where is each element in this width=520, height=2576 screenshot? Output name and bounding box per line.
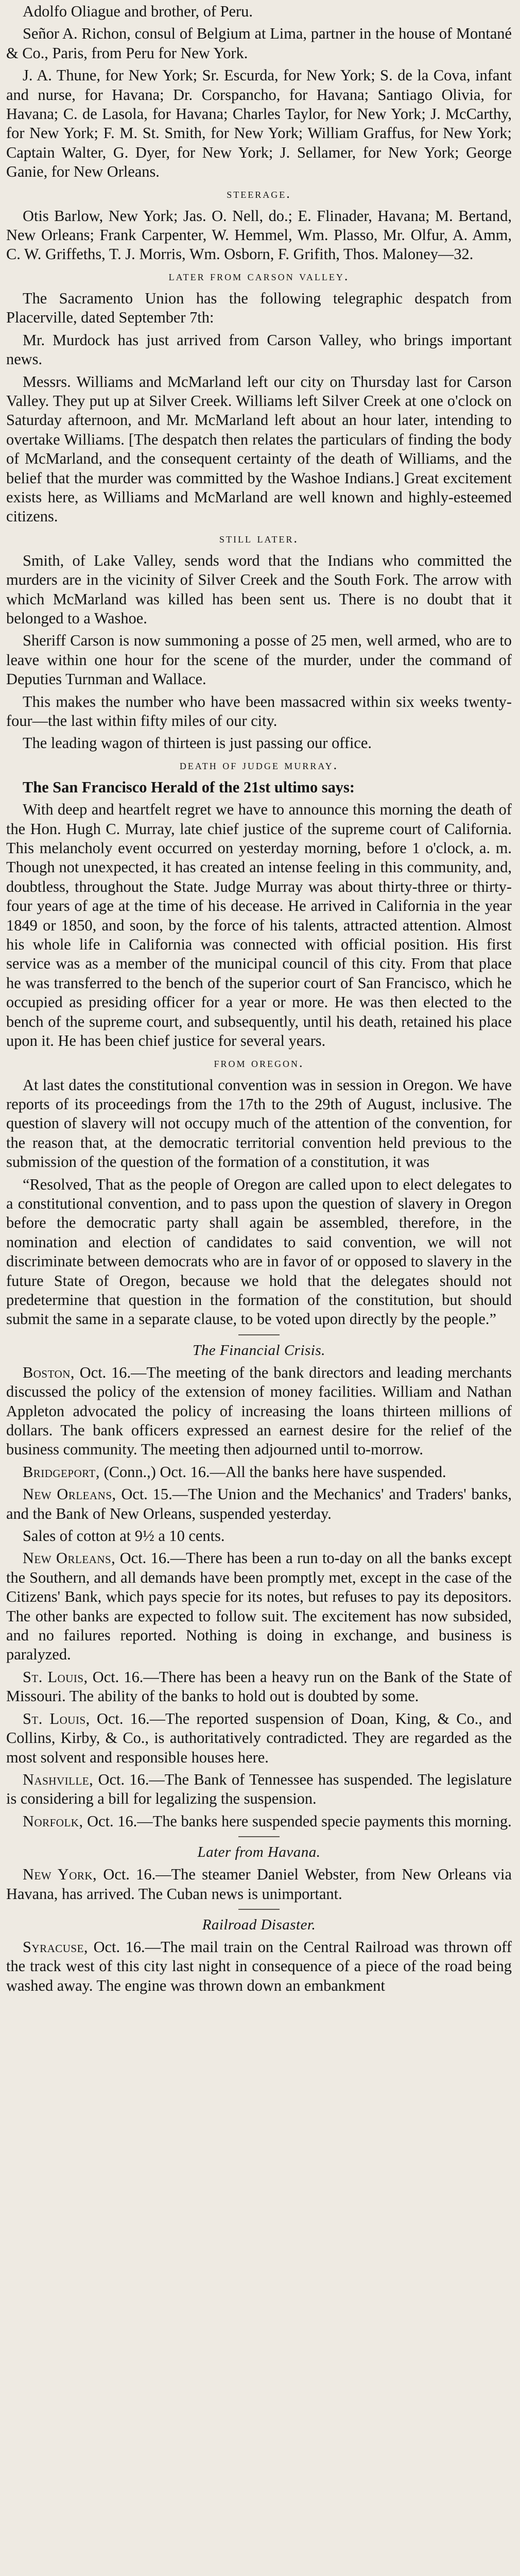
dispatch-paragraph: [6, 1938, 512, 1995]
article-paragraph: Mr. Murdock has just arrived from Carson Valley, who brings important news.: [6, 331, 512, 368]
passenger-line: Señor A. Richon, consul of Belgium at Lima, partner in the house of Montané & Co., Paris, from Peru for New York.: [6, 25, 512, 62]
passenger-line: J. A. Thune, for New York; Sr. Escurda, for New York; S. de la Cova, infant and nurse, for Havana; Dr. Corspancho, for Havana; Santiago Olivia, for Havana; C. de Lasola, for Havana; Charles Taylor, for New York; J. McCarthy, for New York; F. M. St. Smith, for New York; William Graffus, for New York; Captain Walter, G. Dyer, for New York; J. Sellamer, for New York; George Ganie, for New Orleans.: [6, 66, 512, 181]
dispatch-paragraph: [6, 1770, 512, 1809]
article-paragraph: With deep and heartfelt regret we have to announce this morning the death of the Hon. Hugh C. Murray, late chief justice of the supreme court of California. This melancholy event occurred on yesterday morning, before 1 o'clock, a. m. Though not unexpected, it has created an intense feeling in this community, and, doubtless, throughout the State. Judge Murray was about thirty-three or thirty-four years of age at the time of his decease. He arrived in California in the year 1849 or 1850, and soon, by the force of his talents, attracted attention. Almost his whole life in California was connected with official position. His first service was as a member of the municipal council of this city. From that place he was transferred to the bench of the superior court of San Francisco, which he occupied as presiding officer for a year or more. He was then elected to the bench of the supreme court, and subsequently, until his death, retained his place upon it. He has been chief justice for several years.: [6, 801, 512, 1050]
dispatch-text: Oct. 16.—There has been a heavy run on the Bank of the State of Missouri. The ability of the banks to hold out is doubted by some.: [6, 1668, 512, 1705]
dateline: New Orleans,: [23, 1485, 116, 1503]
article-paragraph: At last dates the constitutional convention was in session in Oregon. We have reports of its proceedings from the 17th to the 29th of August, inclusive. The question of slavery will not occupy much of the attention of the convention, for the reason that, at the democratic territorial convention held previous to the submission of the question of the formation of a constitution, it was: [6, 1076, 512, 1171]
still-later-heading: still later.: [219, 530, 299, 546]
oregon-heading: from oregon.: [214, 1055, 304, 1070]
steerage-list: Otis Barlow, New York; Jas. O. Nell, do.; E. Flinader, Havana; M. Bertand, New Orleans; Frank Carpenter, W. Hemmel, Wm. Plasso, Mr. Olfur, A. Amm, C. W. Griffeths, T. J. Morris, Wm. Osborn, F. Grifith, Thos. Maloney—32.: [6, 207, 512, 263]
dateline: Syracuse,: [23, 1938, 89, 1956]
article-paragraph: The Sacramento Union has the following telegraphic despatch from Placerville, dated September 7th:: [6, 289, 512, 327]
dateline: Bridgeport,: [23, 1463, 100, 1481]
article-paragraph: This makes the number who have been massacred within six weeks twenty-four—the last within fifty miles of our city.: [6, 692, 512, 730]
dispatch-paragraph: [6, 1709, 512, 1767]
article-paragraph: Messrs. Williams and McMarland left our city on Thursday last for Carson Valley. They put up at Silver Creek. Williams left Silver Creek at one o'clock on Saturday afternoon, and Mr. McMarland left about an hour later, intending to overtake Williams. [The despatch then relates the particulars of finding the body of McMarland, and the consequent certainty of the death of Williams, and the belief that the murder was committed by the Washoe Indians.] Great excitement exists here, as Williams and McMarland are well known and highly-esteemed citizens.: [6, 372, 512, 526]
article-paragraph: Sheriff Carson is now summoning a posse of 25 men, well armed, who are to leave within one hour for the scene of the murder, under the command of Deputies Turnman and Wallace.: [6, 632, 512, 688]
steerage-heading: steerage.: [227, 185, 291, 201]
section-divider: [238, 1334, 280, 1335]
dateline: New York,: [23, 1866, 97, 1884]
dispatch-text: Oct. 16.—There has been a run to-day on all the banks except the Southern, and all demands have been promptly met, except in the case of the Citizens' Bank, which pays specie for its notes, but refuses to pay its depositors. The other banks are expected to follow suit. The excitement has now subsided, and no failures reported. Nothing is doing in exchange, and business is paralyzed.: [6, 1549, 512, 1664]
judge-murray-heading: death of judge murray.: [179, 757, 339, 772]
dispatch-paragraph: [6, 1463, 512, 1482]
dispatch-paragraph: Sales of cotton at 9½ a 10 cents.: [23, 1527, 225, 1545]
passenger-line: Adolfo Oliague and brother, of Peru.: [23, 3, 253, 20]
dispatch-text: Oct. 16.—The mail train on the Central Railroad was thrown off the track west of this city last night in consequence of a piece of the road being washed away. The engine was thrown down an embankment: [6, 1938, 512, 1994]
article-paragraph: Smith, of Lake Valley, sends word that the Indians who committed the murders are in the vicinity of Silver Creek and the South Fork. The arrow with which McMarland was killed has been sent us. There is no doubt that it belonged to a Washoe.: [6, 551, 512, 627]
dispatch-text: Oct. 16.—The meeting of the bank directors and leading merchants discussed the policy of the extension of money facilities. William and Nathan Appleton advocated the policy of increasing the loans thirteen millions of dollars. The bank officers expressed an earnest desire for the relief of the business community. The meeting then adjourned until to-morrow.: [6, 1363, 512, 1459]
dispatch-text: (Conn.,) Oct. 16.—All the banks here have suspended.: [103, 1463, 446, 1481]
dispatch-paragraph: [6, 1549, 512, 1664]
dispatch-paragraph: [6, 1812, 512, 1831]
article-paragraph: The San Francisco Herald of the 21st ultimo says:: [23, 778, 355, 796]
section-divider: [238, 1836, 280, 1837]
section-divider: [238, 1909, 280, 1910]
article-paragraph: The leading wagon of thirteen is just passing our office.: [23, 734, 372, 752]
dateline: St. Louis,: [23, 1709, 90, 1727]
dispatch-paragraph: [6, 1865, 512, 1904]
dispatch-text: Oct. 16.—The Bank of Tennessee has suspended. The legislature is considering a bill for legalizing the suspension.: [6, 1770, 512, 1808]
dispatch-paragraph: [6, 1668, 512, 1706]
havana-heading: Later from Havana.: [197, 1844, 321, 1861]
dateline: Boston,: [23, 1363, 75, 1381]
dispatch-text: Oct. 15.—The Union and the Mechanics' and Traders' banks, and the Bank of New Orleans, suspended yesterday.: [6, 1485, 512, 1522]
dispatch-paragraph: [6, 1363, 512, 1460]
dispatch-text: Oct. 16.—The reported suspension of Doan, King, & Co., and Collins, Kirby, & Co., is authoritatively contradicted. They are regarded as the most solvent and responsible houses here.: [6, 1709, 512, 1766]
dateline: New Orleans,: [23, 1549, 116, 1567]
dateline: Norfolk,: [23, 1812, 83, 1830]
dateline: Nashville,: [23, 1770, 94, 1788]
railroad-heading: Railroad Disaster.: [202, 1916, 316, 1933]
dateline: St. Louis,: [23, 1668, 88, 1686]
article-paragraph: “Resolved, That as the people of Oregon are called upon to elect delegates to a constitutional convention, and to pass upon the question of slavery in Oregon before the democratic party shall again be assembled, therefore, in the nomination and election of candidates to said convention, we will not discriminate between democrats who are in favor of or opposed to slavery in the future State of Oregon, because we hold that the delegates should not predetermine that question in the formation of the constitution, but should submit the same in a separate clause, to be voted upon directly by the people.”: [6, 1175, 512, 1328]
dispatch-paragraph: [6, 1485, 512, 1523]
carson-valley-heading: later from carson valley.: [168, 268, 350, 283]
financial-crisis-heading: The Financial Crisis.: [193, 1342, 325, 1359]
dispatch-text: Oct. 16.—The steamer Daniel Webster, from New Orleans via Havana, has arrived. The Cuban news is unimportant.: [6, 1866, 512, 1903]
dispatch-text: Oct. 16.—The banks here suspended specie payments this morning.: [87, 1812, 512, 1830]
